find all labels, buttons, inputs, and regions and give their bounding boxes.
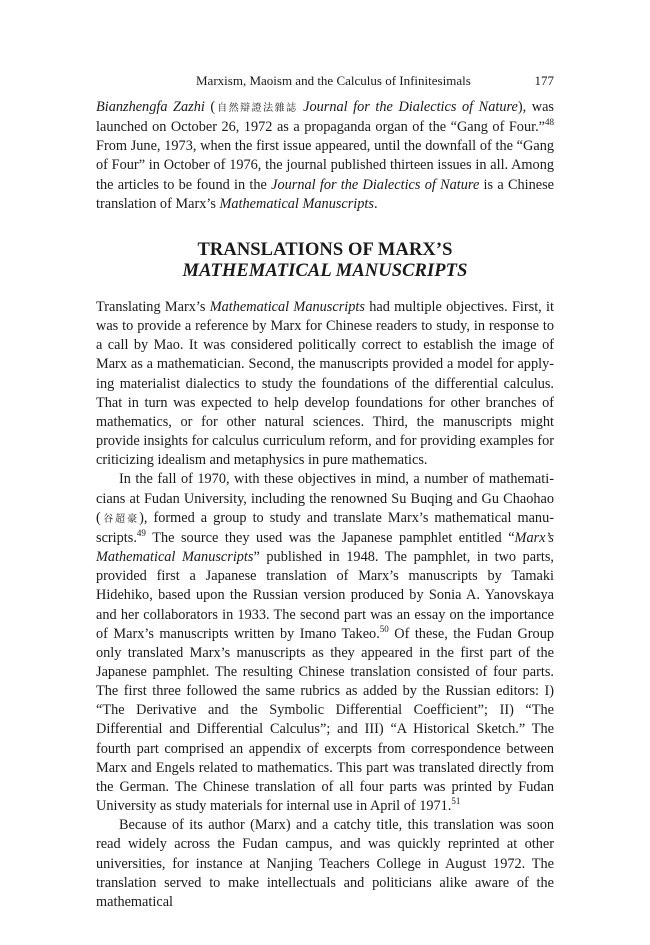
pamphlet-title: Marx’s Mathematical Manuscripts [96, 529, 554, 566]
paragraph-text: ), formed a group to study and translate Marx’s mathematical manuscripts. [96, 509, 554, 546]
section-heading-line-2: MATHEMATICAL MANUSCRIPTS [182, 261, 468, 281]
section-body [96, 298, 554, 912]
page-number: 177 [534, 73, 554, 88]
paragraph-text: Translating Marx’s [96, 299, 210, 315]
intro-text: From June, 1973, when the first issue appeared, until the downfall of the “Gang of Four” in October of 1976, the journal published thirteen issues in all. Among the articles to be found in the [96, 138, 554, 193]
book-title: Mathematical Manuscripts [209, 299, 365, 315]
paragraph-text: ” published in 1948. The pamphlet, in two parts, provided first a Japanese translation of Marx’s manuscripts by Tamaki Hidehiko, based upon the Russian version produced by Sonia A. Yanovskaya and her collaborators in 1933. The second part was an essay on the importance of Marx’s manuscripts written by Imano Takeo. [96, 549, 555, 642]
paragraph-text: Of these, the Fudan Group only translated Marx’s manuscripts as they appeared in the first part of the Japanese pamphlet. The resulting Chinese translation consisted of four parts. The first three followed the same rubrics as added by the Russian editors: I) “The Derivative and the Symbolic Differential Coefficient”; II) “The Differential and Differential Calculus”; and III) “A Historical Sketch.” The fourth part comprised an appendix of excerpts from correspondence between Marx and Engels related to mathematics. This part was translated directly from the German. The Chinese translation of all four parts was printed by Fudan University as study materials for internal use in April of 1971. [96, 625, 554, 815]
journal-title-english: Journal for the Dialectics of Nature [297, 99, 518, 115]
footnote-ref-51: 51 [451, 796, 461, 807]
intro-text: ), was launched on October 26, 1972 as a propaganda organ of the “Gang of Four.” [96, 99, 554, 136]
book-title: Mathematical Manuscripts [219, 195, 374, 212]
journal-title-chinese: 自然辯證法雜誌 [215, 103, 298, 114]
section-heading [96, 240, 554, 282]
intro-text: . [373, 195, 378, 212]
footnote-ref-48: 48 [545, 117, 554, 128]
intro-text: ( [204, 99, 216, 115]
running-title: Marxism, Maoism and the Calculus of Infinitesimals [196, 73, 471, 88]
intro-paragraph-block [96, 98, 554, 214]
paragraph-text: had multiple objectives. First, it was to provide a reference by Marx for Chinese readers to study, in response to a call by Mao. It was considered politically correct to establish the image of Marx as a mathematician. Second, the manuscripts provided a model for applying materialist dialectics to study the foundations of the differential calculus. That in turn was expected to help develop foundations for other branches of mathematics, or for other natural sciences. Third, the manuscripts might provide insights for calculus curriculum reform, and for providing examples for criticizing idealism and metaphysics in pure mathematics. [96, 299, 554, 469]
paragraph-text: In the fall of 1970, with these objectives in mind, a number of mathematicians at Fudan University, including the renowned Su Buqing and Gu Chaohao ( [96, 471, 554, 526]
footnote-ref-49: 49 [136, 527, 146, 538]
chinese-name: 谷超豪 [100, 513, 140, 525]
paragraph-text: The source they used was the Japanese pamphlet entitled “ [145, 529, 515, 546]
paragraph-text: Because of its author (Marx) and a catchy title, this translation was soon read widely across the Fudan campus, and was quickly reprinted at other universities, for instance at Nanjing Teachers College in August 1972. The translation served to make intellectuals and politicians alike aware of the mathematical [96, 817, 554, 910]
intro-text: is a Chinese translation of Marx’s [96, 176, 555, 212]
section-heading-line-1: TRANSLATIONS OF MARX’S [197, 240, 453, 260]
journal-title-pinyin: Bianzhengfa Zazhi [96, 99, 205, 115]
paragraph-3 [96, 816, 554, 912]
journal-title-english: Journal for the Dialectics of Nature [271, 176, 480, 193]
footnote-ref-50: 50 [379, 623, 389, 634]
paragraph-1 [96, 298, 554, 470]
intro-paragraph [96, 98, 554, 214]
paragraph-2 [96, 470, 554, 816]
